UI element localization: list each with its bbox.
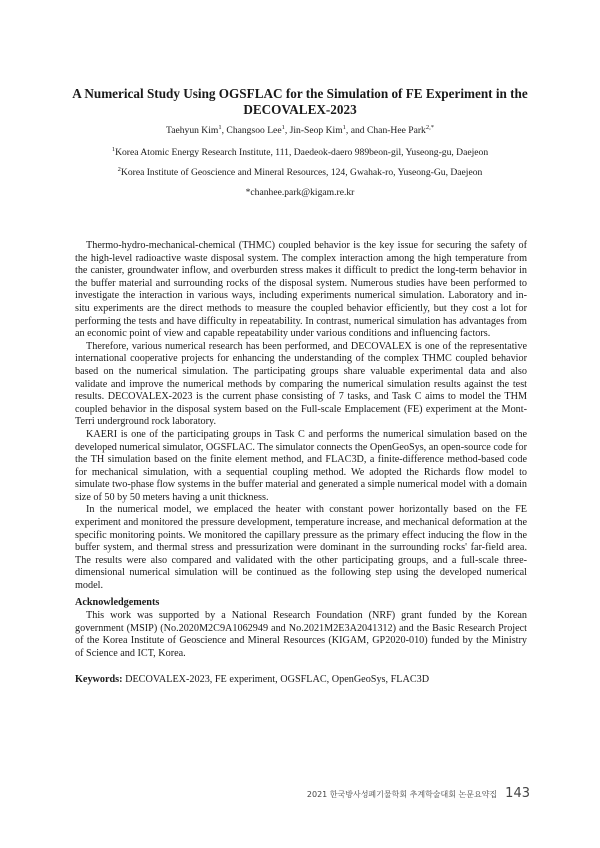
author-separator: , and <box>345 125 367 136</box>
affiliation-text: Korea Institute of Geoscience and Mineral Resources, 124, Gwahak-ro, Yuseong-Gu, Daejeon <box>120 167 483 178</box>
affiliation-2 <box>40 166 560 179</box>
author-name: Jin-Seop Kim <box>289 125 343 136</box>
abstract-body <box>75 240 527 593</box>
body-paragraph: Therefore, various numerical research has been performed, and DECOVALEX is one of the representative international cooperative projects for enhancing the understanding of the complex THMC coupled behavior based on the numerical simulation. The participating groups share valuable experimental data and also validate and improve the numerical methods by comparing the numerical simulation results against the test results. DECOVALEX-2023 is the current phase consisting of 7 tasks, and Task C aims to model the THM coupled behavior in the disposal system based on the Full-scale Emplacement (FE) experiment at the Mont-Terri underground rock laboratory. <box>75 340 527 428</box>
author-separator: , <box>221 125 227 136</box>
page-footer <box>307 786 530 801</box>
author-affiliation-mark: 1 <box>281 123 285 131</box>
affiliation-text: Korea Atomic Energy Research Institute, 111, Daedeok-daero 989beon-gil, Yuseong-gu, Daejeon <box>115 147 489 158</box>
author-affiliation-mark: 1 <box>342 123 346 131</box>
author-separator: , <box>284 125 290 136</box>
author-name: Taehyun Kim <box>166 125 219 136</box>
corresponding-email: *chanhee.park@kigam.re.kr <box>245 187 355 198</box>
footer-proceedings-title: 2021 한국방사성폐기물학회 추계학술대회 논문요약집 <box>306 790 498 799</box>
author-list <box>40 124 560 137</box>
acknowledgements-text: This work was supported by a National Research Foundation (NRF) grant funded by the Korean government (MSIP) (No.2020M2C9A1062949 and No.2021M2E3A2041312) and the Basic Research Project of the Korea Institute of Geoscience and Mineral Resources (KIGAM, GP2020-010) funded by the Ministry of Science and ICT, Korea. <box>75 610 527 659</box>
author-name: Changsoo Lee <box>226 125 282 136</box>
keywords-list: DECOVALEX-2023, FE experiment, OGSFLAC, OpenGeoSys, FLAC3D <box>125 674 430 685</box>
acknowledgements-heading: Acknowledgements <box>75 597 160 608</box>
author-affiliation-mark: 2,* <box>425 123 434 131</box>
author-affiliation-mark: 1 <box>218 123 222 131</box>
affiliation-mark: 1 <box>111 145 116 153</box>
affiliation-mark: 2 <box>117 165 121 173</box>
keywords-line <box>75 674 527 687</box>
author-name: Chan-Hee Park <box>366 125 426 136</box>
keywords-label: Keywords: <box>75 674 123 685</box>
affiliation-1 <box>40 146 560 159</box>
acknowledgements-section <box>75 610 527 660</box>
body-paragraph: In the numerical model, we emplaced the heater with constant power horizontally based on the FE experiment and monitored the pressure development, temperature increase, and mechanical deformation at the specific monitoring points. We monitored the capillary pressure as the primary effect inducing the flow in the buffer system, and thermal stress and pressurization were dominant in the surrounding rocks' far-field area. The results were also compared and validated with the other participating groups, and a full-scale three-dimensional numerical simulation will be continued as the following step using the developed numerical model. <box>75 504 527 592</box>
body-paragraph: KAERI is one of the participating groups in Task C and performs the numerical simulation based on the developed numerical simulator, OGSFLAC. The simulator connects the OpenGeoSys, an open-source code for the TH simulation based on the finite element method, and FLAC3D, a finite-difference method-based code for mechanical simulation, with a sequential coupling method. We adopted the Richards flow model to simulate two-phase flow systems in the buffer material and generated a simple numerical model with a domain size of 50 by 50 meters having a unit thickness. <box>75 428 527 503</box>
page-number: 143 <box>505 786 530 801</box>
body-paragraph: Thermo-hydro-mechanical-chemical (THMC) coupled behavior is the key issue for securing the safety of the high-level radioactive waste disposal system. The complex interaction among the high temperature from the canister, groundwater inflow, and overburden stress makes it difficult to predict the long-term behavior in the buffer material and surrounding rocks of the disposal system. Numerous studies have been performed to investigate the interaction in various ways, including experiments numerical simulation. Laboratory and in-situ experiments are the direct methods to measure the coupled behavior efficiently, but they cost a lot for performing the tests and have difficulty in repeatability. In contrast, numerical simulation has advantages from an economic point of view and capable repeatability under various conditions and influencing factors. <box>75 240 527 340</box>
paper-title: A Numerical Study Using OGSFLAC for the Simulation of FE Experiment in the DECOVALEX-2023 <box>72 86 528 117</box>
